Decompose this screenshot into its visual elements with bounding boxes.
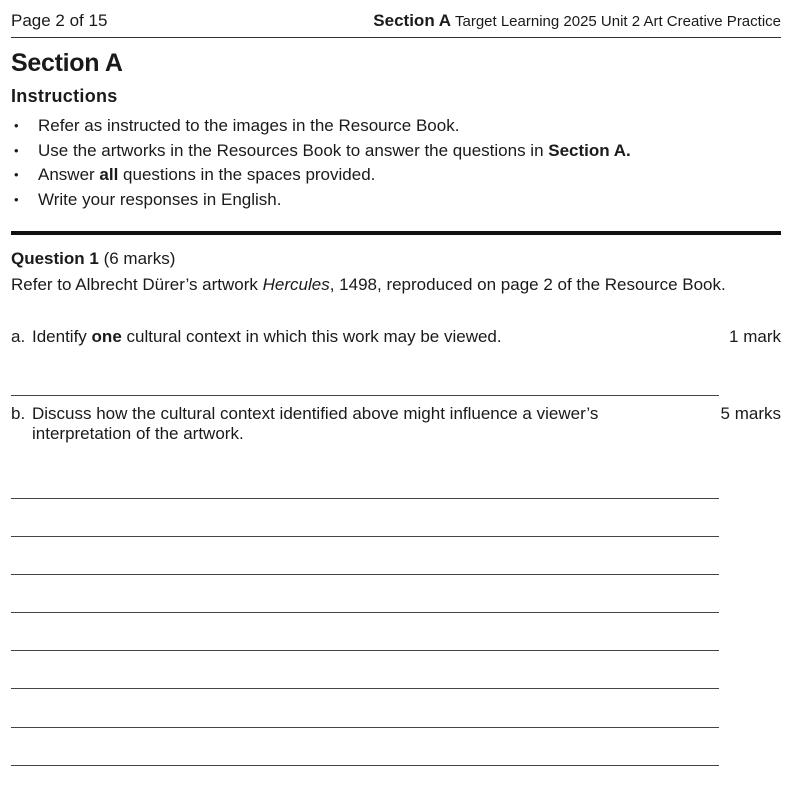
answer-line-b[interactable] [11, 536, 719, 537]
answer-line-b[interactable] [11, 650, 719, 651]
instruction-text-part: questions in the spaces provided. [118, 165, 376, 184]
answer-line-b[interactable] [11, 498, 719, 499]
instruction-item [11, 140, 631, 165]
answer-line-b[interactable] [11, 765, 719, 766]
instruction-text [38, 164, 375, 189]
part-b-text-line: Discuss how the cultural context identified above might influence a viewer’s [32, 404, 599, 423]
bullet-icon: • [14, 118, 19, 133]
instruction-emphasis: all [99, 165, 119, 184]
part-b-text [32, 404, 632, 444]
reference-text: Refer to Albrecht Dürer’s artwork [11, 275, 263, 294]
header-course: Target Learning 2025 Unit 2 Art Creative Practice [454, 13, 781, 30]
header-title [373, 10, 781, 33]
part-b-text-line: interpretation of the artwork. [32, 424, 244, 443]
reference-text: , 1498, reproduced on page 2 of the Resource Book. [329, 275, 726, 294]
section-title: Section A [11, 49, 123, 77]
bullet-icon: • [14, 191, 19, 207]
question-marks: (6 marks) [103, 249, 176, 268]
part-a-text-part: Identify [32, 327, 92, 346]
instruction-item [11, 164, 631, 189]
question-reference [11, 274, 726, 295]
answer-line-b[interactable] [11, 688, 719, 689]
instructions-list [11, 115, 631, 213]
answer-line-b[interactable] [11, 574, 719, 575]
question-heading [11, 248, 175, 269]
question-label: Question 1 [11, 249, 99, 268]
instruction-text-part: Answer [38, 165, 100, 184]
part-a-marks: 1 mark [729, 327, 781, 346]
artwork-title: Hercules [262, 275, 330, 294]
part-a-letter: a. [11, 327, 26, 346]
instruction-emphasis: Section A. [548, 140, 631, 160]
instruction-text-part: Use the artworks in the Resources Book to answer the questions in [38, 140, 549, 160]
instruction-item [11, 115, 631, 140]
part-b-marks: 5 marks [720, 404, 781, 423]
instruction-item [11, 189, 631, 214]
instruction-text: Write your responses in English. [38, 189, 282, 209]
answer-line-a[interactable] [11, 395, 719, 396]
instruction-text: Refer as instructed to the images in the Resource Book. [38, 116, 460, 135]
instruction-text [38, 140, 631, 165]
instructions-heading: Instructions [11, 86, 118, 106]
section-divider [11, 231, 781, 235]
answer-line-b[interactable] [11, 727, 719, 728]
part-a-text-part: cultural context in which this work may be viewed. [121, 327, 502, 346]
part-a-text [32, 327, 632, 347]
header-section: Section A [373, 11, 452, 30]
bullet-icon: • [14, 142, 19, 158]
page-number: Page 2 of 15 [11, 11, 108, 30]
page-header [11, 10, 781, 38]
part-b-letter: b. [11, 404, 26, 423]
answer-line-b[interactable] [11, 612, 719, 613]
part-a-emphasis: one [91, 327, 122, 346]
bullet-icon: • [14, 167, 19, 182]
